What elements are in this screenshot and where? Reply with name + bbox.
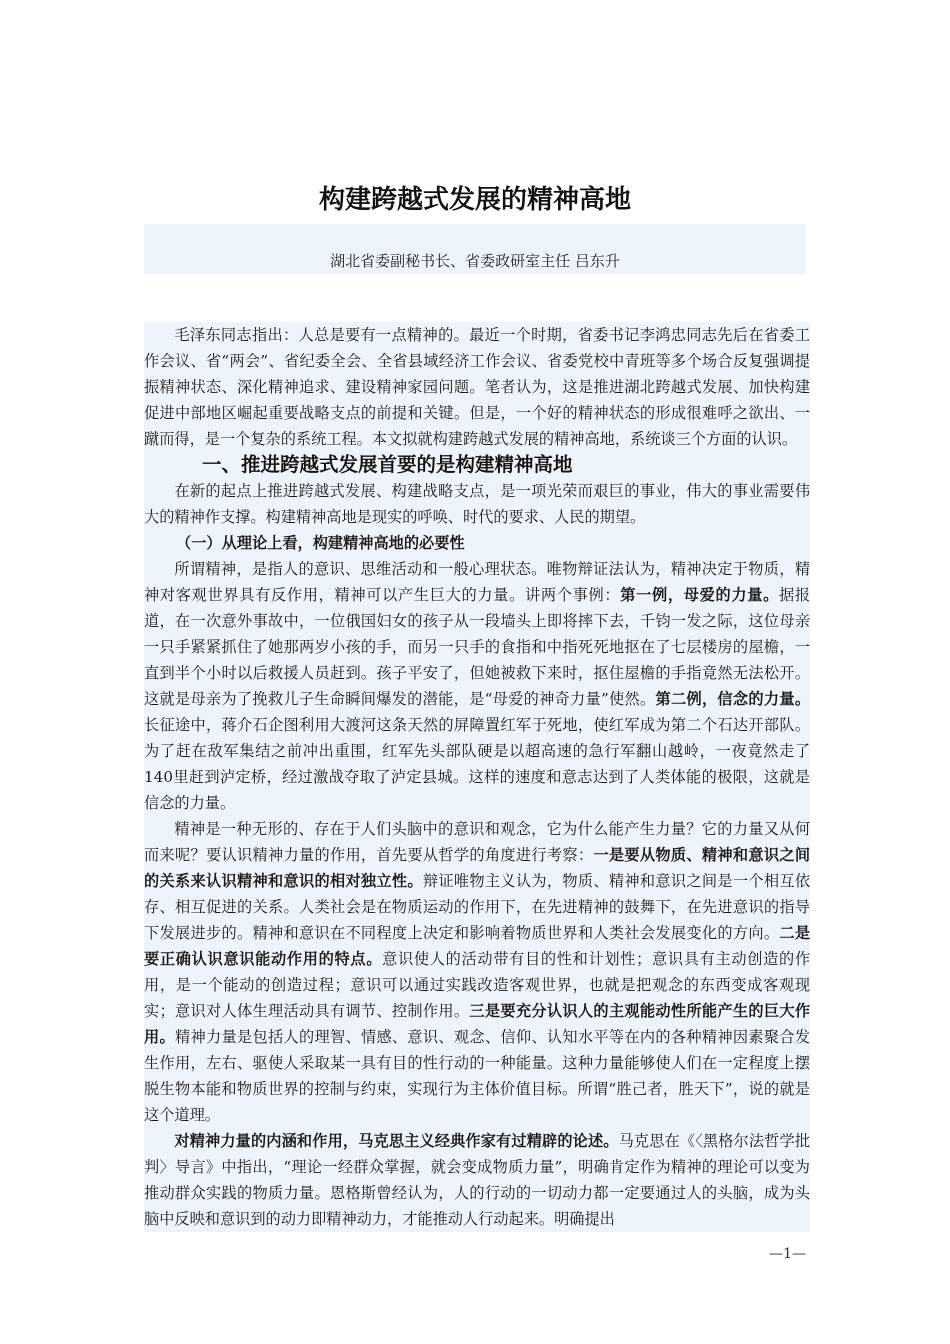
subsection-heading-1: （一）从理论上看，构建精神高地的必要性 <box>176 534 465 552</box>
text-run: 马克思在《〈黑格尔法哲学批判〉导言》中指出，“理论一经群众掌握，就会变成物质力量”，明确肯定作为精神的理论可以变为推动群众实践的物质力量。恩格斯曾经认为，人的行动的一切动力都一定要通过人的头脑，成为头脑中反映和意识到的动力即精神动力，才能推动人行动起来。明确提出 <box>144 1132 811 1228</box>
bold-run: 第一例，母爱的力量。 <box>620 586 779 604</box>
text-run: 精神是一种无形的、存在于人们头脑中的意识和观念，它为什么能产生力量？它的力量又从何而来呢？要认识精神力量的作用，首先要从哲学的角度进行考察： <box>144 820 810 864</box>
paragraph-5 <box>144 1128 810 1232</box>
text-run: 辩证唯物主义认为，物质、精神和意识之间是一个相互依存、相互促进的关系。人类社会是在物质运动的作用下，在先进精神的鼓舞下，在先进意识的指导下发展进步的。精神和意识在不同程度上决定和影响着物质世界和人类社会发展变化的方向。 <box>144 872 811 942</box>
section-heading-1: 一、推进跨越式发展首要的是构建精神高地 <box>202 453 573 476</box>
author-line: 湖北省委副秘书长、省委政研室主任 吕东升 <box>330 252 620 270</box>
text-run: 所谓精神，是指人的意识、思维活动和一般心理状态。唯物辩证法认为，精神决定于物质，精神对客观世界具有反作用，精神可以产生巨大的力量。讲两个事例： <box>144 560 810 604</box>
page-number: —1— <box>769 1246 806 1262</box>
paragraph-3 <box>144 556 810 816</box>
article-body <box>144 322 810 1232</box>
bold-run: 第二例，信念的力量。 <box>655 690 811 708</box>
bold-run: 三是要充分认识人的主观能动性所能产生的巨大作用。 <box>144 1002 811 1046</box>
bold-run: 对精神力量的内涵和作用，马克思主义经典作家有过精辟的论述。 <box>174 1132 619 1150</box>
paragraph-4 <box>144 816 810 1128</box>
paragraph-2: 在新的起点上推进跨越式发展、构建战略支点，是一项光荣而艰巨的事业，伟大的事业需要伟大的精神作支撑。构建精神高地是现实的呼唤、时代的要求、人民的期望。 <box>144 482 810 526</box>
document-title: 构建跨越式发展的精神高地 <box>318 185 631 215</box>
paragraph-intro: 毛泽东同志指出：人总是要有一点精神的。最近一个时期，省委书记李鸿忠同志先后在省委工作会议、省“两会”、省纪委全会、全省县域经济工作会议、省委党校中青班等多个场合反复强调提振精神状态、深化精神追求、建设精神家园问题。笔者认为，这是推进湖北跨越式发展、加快构建促进中部地区崛起重要战略支点的前提和关键。但是，一个好的精神状态的形成很难呼之欲出、一蹴而得，是一个复杂的系统工程。本文拟就构建跨越式发展的精神高地，系统谈三个方面的认识。 <box>144 326 810 448</box>
bold-run: 一是要从物质、精神和意识之间的关系来认识精神和意识的相对独立性。 <box>144 846 811 890</box>
text-run: 意识使人的活动带有目的性和计划性；意识具有主动创造的作用，是一个能动的创造过程；意识可以通过实践改造客观世界，也就是把观念的东西变成客观现实；意识对人体生理活动具有调节、控制作用。 <box>144 950 811 1020</box>
bold-run: 二是要正确认识意识能动作用的特点。 <box>144 924 811 968</box>
text-run: 长征途中，蒋介石企图利用大渡河这条天然的屏障置红军于死地，使红军成为第二个石达开部队。为了赶在敌军集结之前冲出重围，红军先头部队硬是以超高速的急行军翻山越岭，一夜竟然走了140里赶到泸定桥，经过激战夺取了泸定县城。这样的速度和意志达到了人类体能的极限，这就是信念的力量。 <box>144 716 810 812</box>
text-run: 精神力量是包括人的理智、情感、意识、观念、信仰、认知水平等在内的各种精神因素聚合发生作用，左右、驱使人采取某一具有目的性行动的一种能量。这种力量能够使人们在一定程度上摆脱生物本能和物质世界的控制与约束，实现行为主体价值目标。所谓“胜己者，胜天下”，说的就是这个道理。 <box>144 1028 811 1124</box>
text-run: 据报道，在一次意外事故中，一位俄国妇女的孩子从一段墙头上即将摔下去，千钧一发之际，这位母亲一只手紧紧抓住了她那两岁小孩的手，而另一只手的食指和中指死死地抠在了七层楼房的屋檐，一直到半个小时以后救援人员赶到。孩子平安了，但她被救下来时，抠住屋檐的手指竟然无法松开。这就是母亲为了挽救儿子生命瞬间爆发的潜能，是“母爱的神奇力量”使然。 <box>144 586 811 708</box>
